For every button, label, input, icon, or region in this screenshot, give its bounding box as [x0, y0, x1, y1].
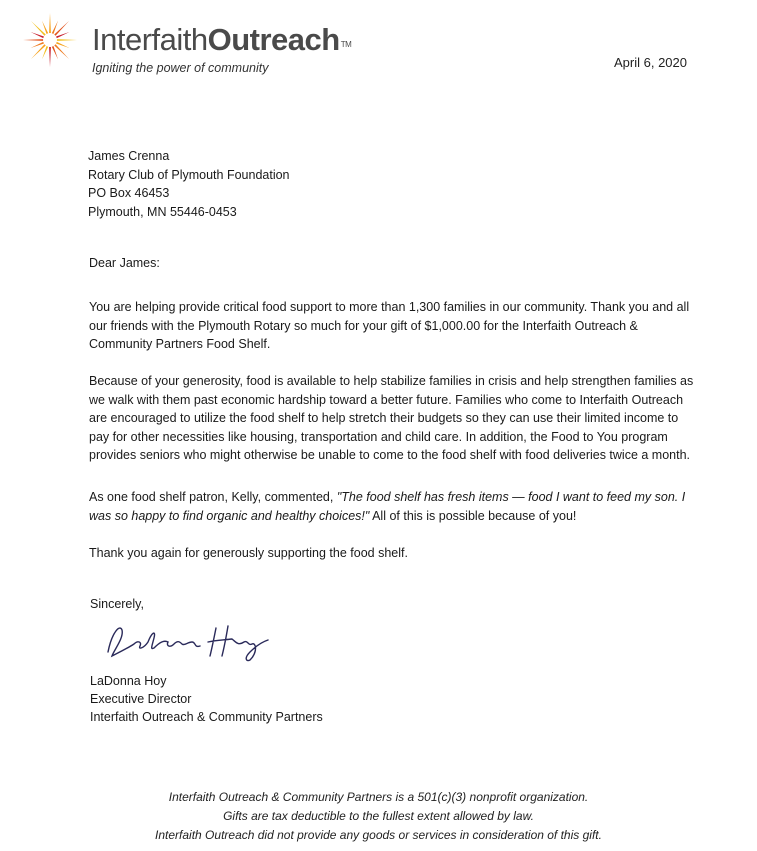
signer-organization: Interfaith Outreach & Community Partners — [90, 710, 323, 724]
recipient-organization: Rotary Club of Plymouth Foundation — [88, 167, 290, 182]
signer-name: LaDonna Hoy — [90, 674, 167, 688]
footer-line-3: Interfaith Outreach did not provide any goods or services in consideration of this gift. — [155, 828, 602, 842]
org-name-bold: Outreach — [207, 22, 340, 57]
footer-line-2: Gifts are tax deductible to the fullest extent allowed by law. — [223, 809, 534, 823]
paragraph-2: Because of your generosity, food is available to help stabilize families in crisis and help strengthen families as we walk with them past economic hardship toward a better future. Families who come to Interfaith Outreach are encouraged to utilize the food shelf to help stretch their budgets so they can use their limited income to pay for other necessities like housing, transportation and child care. In addition, the Food to You program provides seniors who might otherwise be unable to come to the food shelf with food deliveries twice a month. — [89, 374, 694, 462]
patron-quote: "The food shelf has fresh items — food I want to feed my son. I was so happy to find organic and healthy choices!" — [89, 490, 686, 523]
logo-ray — [49, 13, 51, 33]
logo-ray — [57, 39, 77, 41]
signer-block — [90, 672, 323, 726]
recipient-name: James Crenna — [88, 149, 170, 163]
footer-line-1: Interfaith Outreach & Community Partners is a 501(c)(3) nonprofit organization. — [168, 790, 589, 804]
recipient-po-box: PO Box 46453 — [88, 186, 170, 200]
paragraph-3-outro: All of this is possible because of you! — [369, 508, 577, 523]
paragraph-3 — [89, 488, 699, 525]
closing: Sincerely, — [90, 597, 144, 611]
org-name-light: Interfaith — [92, 22, 208, 57]
logo-ray — [54, 21, 69, 36]
recipient-address — [88, 147, 290, 221]
logo-ray — [23, 39, 43, 41]
footer-disclaimer — [0, 788, 757, 845]
logo-ray — [31, 44, 46, 59]
sunburst-logo-icon — [20, 10, 80, 70]
logo-ray — [54, 44, 69, 59]
letter-date: April 6, 2020 — [614, 55, 687, 70]
org-name — [92, 22, 350, 58]
signer-title: Executive Director — [90, 692, 192, 706]
logo-ray — [49, 47, 51, 67]
logo-ray — [31, 21, 46, 36]
paragraph-4: Thank you again for generously supporting the food shelf. — [89, 546, 408, 560]
handwritten-signature — [98, 612, 278, 664]
salutation: Dear James: — [89, 256, 160, 270]
paragraph-1: You are helping provide critical food support to more than 1,300 families in our community. Thank you and all our friends with the Plymouth Rotary so much for your gift of $1,000.00 for the Interfaith Outreach & Community Partners Food Shelf. — [89, 300, 690, 351]
recipient-city: Plymouth, MN 55446-0453 — [88, 204, 237, 219]
trademark: TM — [340, 40, 352, 49]
paragraph-3-intro: As one food shelf patron, Kelly, commented, — [89, 490, 337, 504]
tagline: Igniting the power of community — [92, 61, 269, 75]
